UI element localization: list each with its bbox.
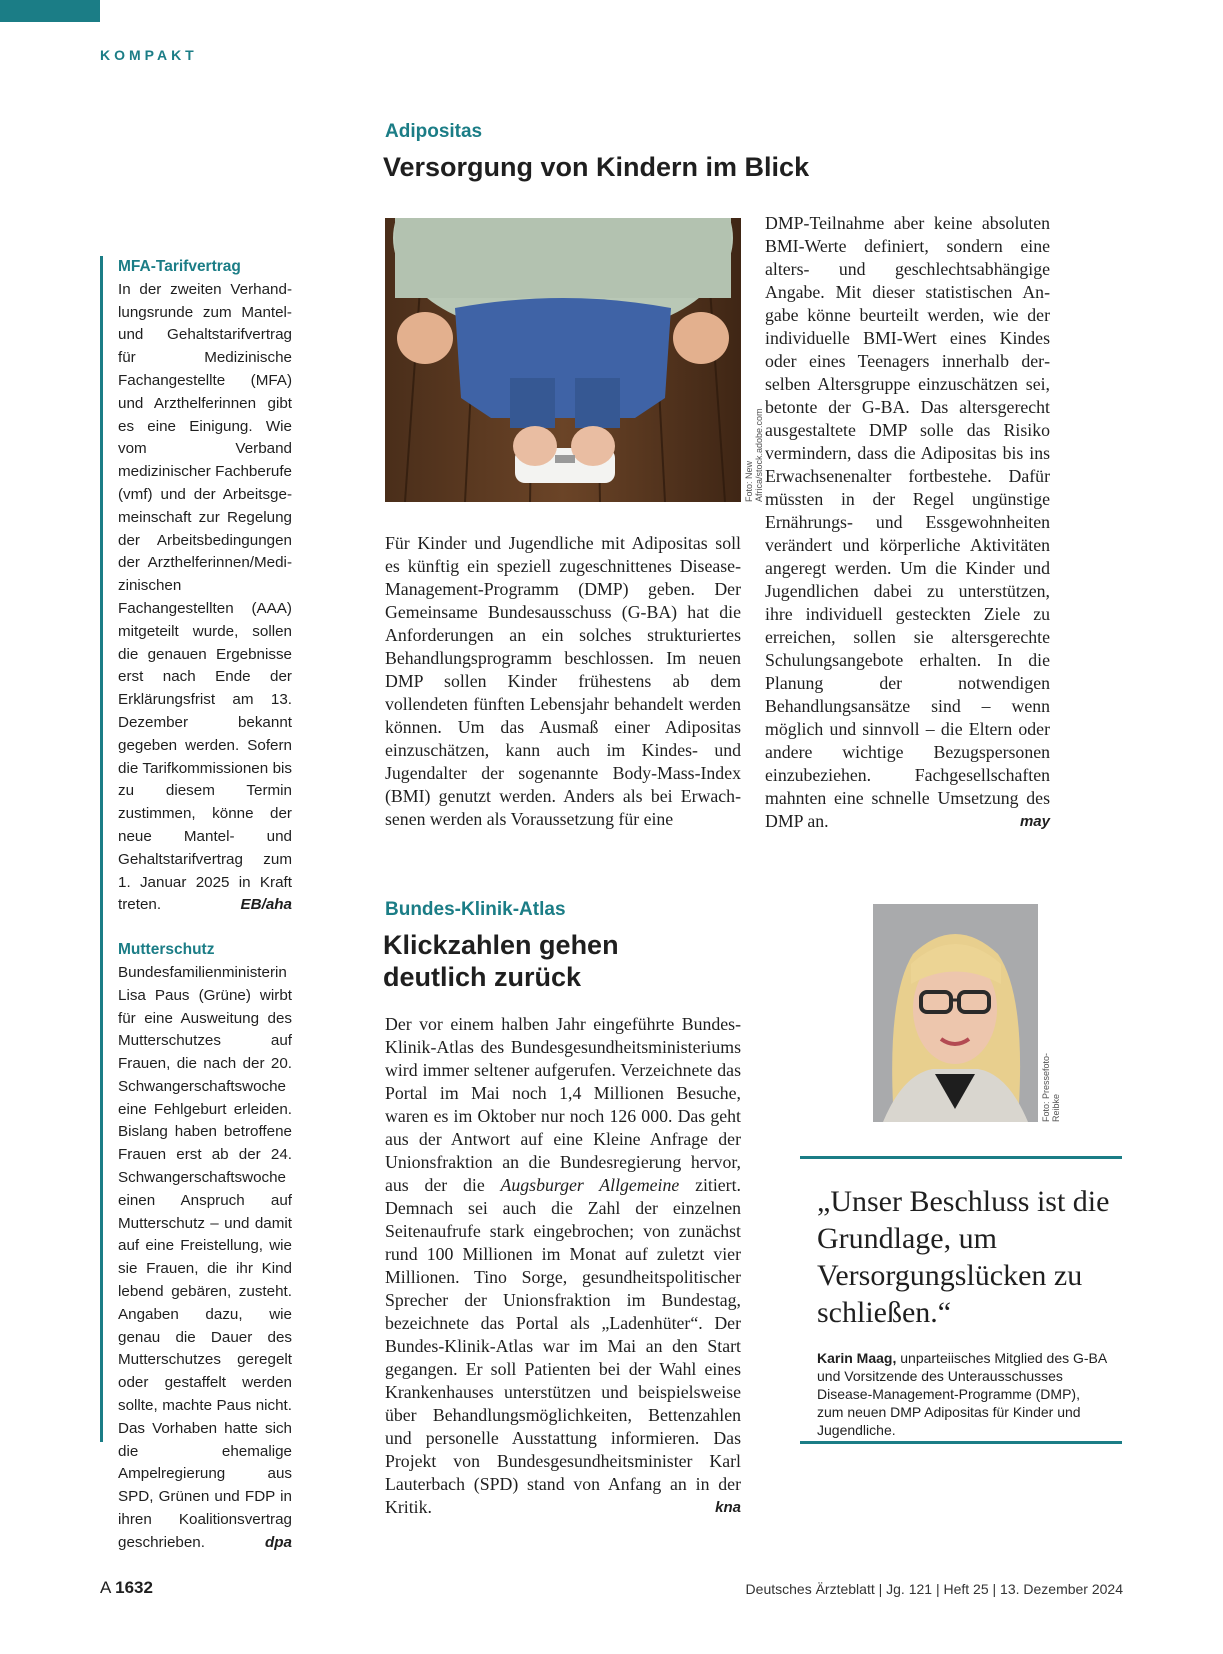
sidebar-heading-mfa: MFA-Tarifvertrag — [118, 258, 241, 275]
sidebar — [100, 256, 292, 1551]
portrait-photo — [873, 904, 1038, 1122]
page-number — [100, 1578, 153, 1598]
sidebar-text-mutterschutz-body: Bundesfamilienministerin Lisa Paus (Grüne) wirbt für eine Ausweitung des Mutterschutzes auf Frauen, die nach der 20. Schwangerschaftswoche eine Fehlgeburt erleiden. Bislang haben betroffene Frauen erst ab der 24. Schwangerschaftswoche einen Anspruch auf Mutterschutz – und damit auf eine Freistellung, wie sie Frauen, die ihr Kind lebend gebären, zusteht. Angaben dazu, wie genau die Dauer des Mutterschutzes geregelt oder gestaffelt werden sollte, machte Paus nicht. Das Vorhaben hatte sich die ehemalige Ampelregierung aus SPD, Grünen und FDP in ihren Koalitionsvertrag geschrieben. — [118, 963, 292, 1551]
journal-info: Deutsches Ärzteblatt | Jg. 121 | Heft 25 | 13. Dezember 2024 — [745, 1581, 1123, 1597]
article1-column1: Für Kinder und Jugendliche mit Adipositas soll es künftig ein speziell zugeschnittenes Disease-Management-Programm (DMP) geben. Der Gemeinsame Bundesausschuss (G-BA) hat die Anforderungen an ein solches strukturiertes Behandlungsprogramm beschlossen. Im neuen DMP sollen Kinder frühestens ab dem vollendeten fünften Lebensjahr behandelt werden können. Um das Ausmaß einer Adipositas einzuschätzen, kann auch im Kindes- und Jugendalter der sogenannte Body-Mass-Index (BMI) genutzt werden. Anders als bei Erwachsenen werden als Voraussetzung für eine — [385, 533, 741, 829]
photo1-credit: Foto: New Africa/stock.adobe.com — [744, 408, 764, 502]
quote-box — [800, 1156, 1122, 1444]
sidebar-text-mutterschutz — [118, 962, 292, 1555]
accent-bar — [0, 0, 100, 22]
article2-newspaper-name: Augsburger Allgemeine — [500, 1175, 680, 1195]
section-label: KOMPAKT — [100, 47, 198, 63]
article1-headline: Versorgung von Kindern im Blick — [383, 152, 810, 182]
quote-source — [817, 1349, 1107, 1439]
sidebar-heading-mutterschutz: Mutterschutz — [118, 941, 215, 959]
portrait-image — [873, 904, 1038, 1122]
sidebar-signature-mfa: EB/aha — [240, 896, 292, 914]
article2-headline: Klickzahlen gehen deutlich zurück — [383, 930, 619, 992]
sidebar-signature-mutterschutz: dpa — [264, 1533, 292, 1551]
quote-author-role: unparteiisches Mitglied des G-BA und Vorsitzende des Unterausschusses Disease-Management-Programme (DMP), zum neuen DMP Adipositas für Kinder und Jugendliche. — [817, 1350, 1107, 1438]
page-number-prefix: A — [100, 1578, 116, 1597]
page-number-value: 1632 — [115, 1578, 153, 1597]
article2-body-part1: Der vor einem halben Jahr eingeführte Bundes-Klinik-Atlas des Bundesgesundheitsministeriums wird immer seltener aufgerufen. Verzeichnete das Portal im Mai noch 1,4 Millionen Besuche, waren es im Oktober nur noch 126 000. Das geht aus der Antwort auf eine Kleine Anfrage der Unionsfraktion an die Bundesregierung hervor, aus der die — [385, 1014, 741, 1195]
quote-author-name: Karin Maag, — [817, 1350, 897, 1366]
article2-body — [385, 1013, 741, 1519]
article1-signature: may — [1019, 813, 1050, 830]
article2-kicker: Bundes-Klinik-Atlas — [385, 899, 566, 920]
child-on-scale-image — [385, 218, 741, 502]
scale-photo — [385, 218, 741, 502]
article1-column2 — [765, 212, 1050, 833]
article1-column2-body: DMP-Teilnahme aber keine absoluten BMI-Werte definiert, sondern eine alters- und geschlechtsabhängige Angabe. Mit dieser statistischen Angabe könne beurteilt werden, wie der individuelle BMI-Wert eines Kindes oder eines Teenagers innerhalb derselben Altersgruppe einzuschätzen sei, betonte der G-BA. Das altersgerecht ausgestaltete DMP solle das Risiko vermindern, dass die Adipositas bis ins Erwachsenenalter fortbestehe. Dafür müssten in der Regel ungünstige Ernährungs- und Essgewohnheiten verändert und körperliche Aktivitäten angeregt werden. Um die Kinder und Jugendlichen dabei zu unterstützen, ihre individuell gesteckten Ziele zu erreichen, sollen sie altersgerechte Schulungsangebote erhalten. In die Planung der notwendigen Behandlungsansätze sind – wenn möglich und sinnvoll – die Eltern oder andere wichtige Bezugspersonen einzubeziehen. Fachgesellschaften mahnten eine schnelle Umsetzung des DMP an. — [765, 213, 1050, 831]
sidebar-text-mfa-body: In der zweiten Verhandlungsrunde zum Mantel- und Gehaltstarifvertrag für Medizinische Fachangestellte (MFA) und Arzthelferinnen gibt es eine Einigung. Wie vom Verband medizinischer Fachberufe (vmf) und der Arbeitsgemeinschaft zur Regelung der Arbeitsbedingungen der Arzthelferinnen/Medizinischen Fachangestellten (AAA) mitgeteilt wurde, sollen die genauen Ergebnisse erst nach Ende der Erklärungsfrist am 13. Dezember bekannt gegeben werden. Sofern die Tarifkommissionen bis zu diesem Termin zustimmen, könne der neue Mantel- und Gehaltstarifvertrag zum 1. Januar 2025 in Kraft treten. — [118, 280, 292, 914]
quote-text: „Unser Beschluss ist die Grundlage, um Versorgungslücken zu schließen.“ — [817, 1185, 1110, 1329]
portrait-credit: Foto: Pressefoto-Reibke — [1041, 1052, 1061, 1122]
article2-signature: kna — [715, 1499, 741, 1516]
article2-body-part2: zitiert. Demnach sei auch die Zahl der einzelnen Seitenaufrufe stark eingebrochen; von zunächst rund 100 Millionen im Monat auf zuletzt vier Millionen. Tino Sorge, gesundheitspolitischer Sprecher der Unionsfraktion im Bundestag, bezeichnete das Portal als „Ladenhüter“. Der Bundes-Klinik-Atlas war im Mai an den Start gegangen. Er soll Patienten bei der Wahl eines Krankenhauses unterstützen und beispielsweise über Behandlungsmöglichkeiten, Bettenzahlen und personelle Ausstattung informieren. Das Projekt von Bundesgesundheitsminister Karl Lauterbach (SPD) stand von Anfang an in der Kritik. — [385, 1175, 741, 1517]
article1-kicker: Adipositas — [385, 121, 483, 142]
sidebar-text-mfa — [118, 279, 292, 917]
